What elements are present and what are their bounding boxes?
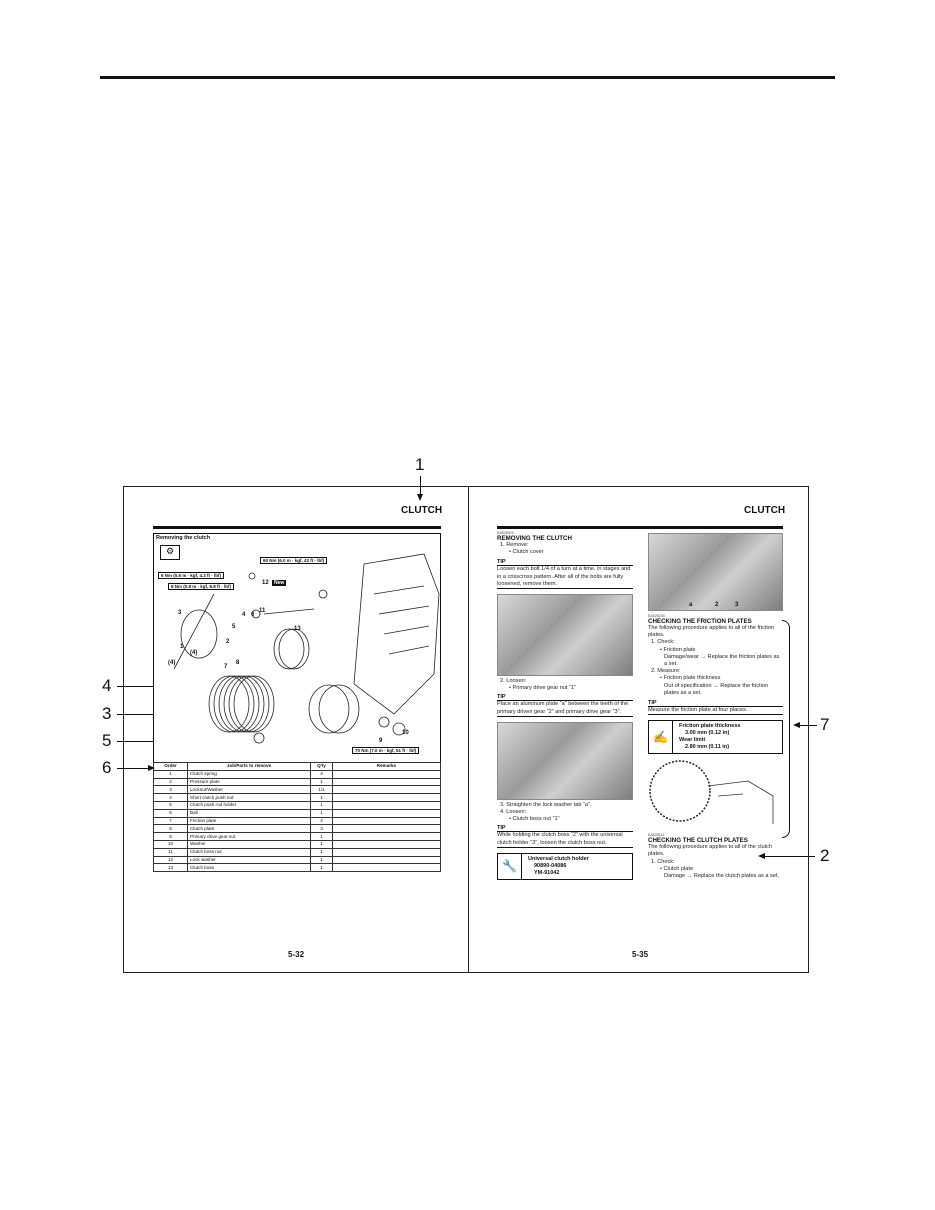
spec-label: Wear limit	[679, 737, 706, 744]
part-label: 9	[379, 738, 383, 744]
clutch-exploded-drawing	[154, 534, 442, 764]
clutch-holder-photo	[648, 533, 783, 611]
left-header-rule	[153, 526, 441, 529]
section-intro: The following procedure applies to all of the friction plates.	[648, 625, 774, 639]
removing-section	[497, 531, 633, 880]
qty-cell: 1	[311, 809, 333, 817]
step-detail: Out of specification → Replace the friction plates as a set.	[664, 682, 769, 696]
job-cell: Pressure plate	[188, 778, 311, 786]
order-cell: 3	[154, 786, 188, 794]
table-row	[154, 794, 441, 802]
tip-text: Measure the friction plate at four places.	[648, 707, 748, 714]
parts-table	[153, 762, 441, 872]
job-cell: Clutch spring	[188, 770, 311, 778]
atv-icon: ⚙	[160, 545, 180, 560]
remarks-cell	[333, 825, 441, 833]
step-item: • Clutch boss nut “1”	[509, 816, 560, 823]
tip-label: TIP	[497, 559, 506, 566]
qty-cell: 1	[311, 794, 333, 802]
left-page-header: CLUTCH	[401, 505, 443, 516]
callout-3: 3	[102, 704, 112, 723]
torque-spec-4: 70 Nm (7.0 m · kgf, 51 ft · lbf)	[352, 747, 419, 754]
step-detail: Damage/wear → Replace the friction plates as a set.	[664, 653, 780, 668]
step: 1. Check:	[651, 639, 675, 646]
tip-label: TIP	[497, 694, 506, 701]
remarks-cell	[333, 848, 441, 856]
part-label: 8	[236, 660, 240, 666]
order-cell: 5	[154, 801, 188, 809]
order-cell: 11	[154, 848, 188, 856]
remarks-cell	[333, 833, 441, 841]
order-cell: 1	[154, 770, 188, 778]
job-cell: Short clutch push rod	[188, 794, 311, 802]
part-label: 7	[224, 664, 228, 670]
job-cell: Friction plate	[188, 817, 311, 825]
order-cell: 2	[154, 778, 188, 786]
qty-cell: 1	[311, 778, 333, 786]
step: 4. Loosen:	[500, 809, 527, 816]
remarks-cell	[333, 864, 441, 872]
table-row	[154, 856, 441, 864]
job-cell: Primary drive gear nut	[188, 833, 311, 841]
special-tool-box	[497, 853, 633, 880]
right-header-rule	[497, 526, 783, 529]
right-page-number: 5-35	[632, 950, 649, 959]
section-title: REMOVING THE CLUTCH	[497, 535, 572, 542]
table-row	[154, 809, 441, 817]
remarks-cell	[333, 770, 441, 778]
order-cell: 7	[154, 817, 188, 825]
job-cell: Clutch boss nut	[188, 848, 311, 856]
tool-part-number: 90890-04086	[534, 862, 567, 869]
table-row	[154, 848, 441, 856]
spec-value: 2.80 mm (0.11 in)	[685, 744, 730, 751]
remarks-cell	[333, 786, 441, 794]
order-cell: 9	[154, 833, 188, 841]
remarks-cell	[333, 840, 441, 848]
qty-cell: 1	[311, 801, 333, 809]
clutch-cover-photo	[497, 594, 633, 676]
remarks-cell	[333, 817, 441, 825]
table-row	[154, 778, 441, 786]
tip-header	[497, 694, 633, 701]
section-code: EAS25070	[497, 531, 514, 535]
part-label: (4)	[168, 660, 176, 666]
torque-spec-1: 6 Nm (0.6 m · kgf, 4.3 ft · lbf)	[158, 572, 224, 579]
callout-6: 6	[102, 758, 112, 777]
tip-end-rule	[497, 716, 633, 717]
tip-text: Loosen each bolt 1/4 of a turn at a time, in stages and in a crisscross pattern. After all of the bolts are fully loosened, remove them.	[497, 566, 631, 587]
qty-cell: 3	[311, 825, 333, 833]
step-item: • Primary drive gear nut “1”	[509, 685, 576, 692]
callout-5: 5	[102, 731, 112, 750]
part-label: 10	[402, 730, 409, 736]
left-page-number: 5-32	[288, 950, 305, 959]
qty-cell: 1/1	[311, 786, 333, 794]
section-intro: The following procedure applies to all of the clutch plates.	[648, 844, 773, 858]
step: 1. Remove:	[500, 542, 529, 548]
part-label: 3	[178, 610, 182, 616]
tip-text: Place an aluminum plate “a” between the teeth of the primary driven gear “2” and primary drive gear “3”.	[497, 701, 629, 715]
photo-label: a	[689, 602, 693, 608]
new-badge: New	[274, 580, 285, 586]
qty-cell: 1	[311, 840, 333, 848]
part-label: 6	[251, 612, 255, 618]
col-order: Order	[154, 763, 188, 771]
col-remarks: Remarks	[333, 763, 441, 771]
tip-end-rule	[648, 714, 783, 715]
step-item: • Clutch plate	[660, 865, 694, 872]
order-cell: 4	[154, 794, 188, 802]
remarks-cell	[333, 778, 441, 786]
col-qty: Q'ty	[311, 763, 333, 771]
tip-text: While holding the clutch boss “2” with the universal clutch holder “3”, loosen the clutch boss nut.	[497, 832, 623, 846]
section-title: CHECKING THE CLUTCH PLATES	[648, 837, 748, 845]
step: 1. Check:	[651, 858, 675, 865]
section-title: CHECKING THE FRICTION PLATES	[648, 618, 752, 625]
table-row	[154, 801, 441, 809]
table-row	[154, 833, 441, 841]
table-row	[154, 786, 441, 794]
remarks-cell	[333, 856, 441, 864]
job-cell: Locknut/Washer	[188, 786, 311, 794]
clutch-boss-photo	[497, 722, 633, 800]
tip-header	[648, 700, 783, 707]
torque-spec-2: 8 Nm (0.8 m · kgf, 5.8 ft · lbf)	[168, 583, 234, 590]
part-label: 13	[294, 626, 301, 632]
step-item: • Friction plate thickness	[660, 675, 721, 682]
step: 2. Measure:	[651, 668, 681, 675]
table-row	[154, 770, 441, 778]
order-cell: 12	[154, 856, 188, 864]
qty-cell: 1	[311, 856, 333, 864]
page-divider	[468, 486, 469, 973]
step-item: • Friction plate	[660, 646, 696, 653]
remarks-cell	[333, 794, 441, 802]
diagram-title: Removing the clutch	[156, 535, 211, 541]
col-job: Job/Parts to remove	[188, 763, 311, 771]
step: 3. Straighten the lock washer tab “a”.	[500, 801, 592, 808]
job-cell: Clutch boss	[188, 864, 311, 872]
measure-icon: ✍	[649, 721, 673, 753]
part-label: 2	[226, 639, 230, 645]
qty-cell: 1	[311, 833, 333, 841]
job-cell: Ball	[188, 809, 311, 817]
caliper-illustration	[648, 756, 778, 826]
tip-label: TIP	[497, 825, 506, 832]
qty-cell: 4	[311, 770, 333, 778]
tool-icon: 🔧	[498, 854, 522, 879]
section-code: EAS25111	[648, 833, 665, 838]
job-cell: Lock washer	[188, 856, 311, 864]
tip-end-rule	[497, 588, 633, 589]
order-cell: 10	[154, 840, 188, 848]
section-code: EAS25100	[648, 614, 665, 618]
qty-cell: 4	[311, 817, 333, 825]
order-cell: 8	[154, 825, 188, 833]
order-cell: 6	[154, 809, 188, 817]
tool-part-number: YM-91042	[534, 869, 560, 876]
part-label: 11	[259, 608, 266, 614]
tip-end-rule	[497, 847, 633, 848]
remarks-cell	[333, 809, 441, 817]
step-detail: Damage → Replace the clutch plates as a set.	[664, 873, 780, 880]
job-cell: Clutch plate	[188, 825, 311, 833]
table-row	[154, 864, 441, 872]
callout-2: 2	[820, 846, 830, 865]
right-page-header: CLUTCH	[744, 505, 786, 516]
part-label: 1	[180, 644, 184, 650]
right-column	[648, 533, 783, 880]
step-item: • Clutch cover	[509, 549, 544, 556]
spec-box	[648, 720, 783, 754]
part-label: 12	[262, 580, 269, 586]
table-row	[154, 840, 441, 848]
torque-spec-3: 60 Nm (6.0 m · kgf, 43 ft · lbf)	[260, 557, 327, 564]
photo-label: 2	[715, 602, 719, 608]
job-cell: Washer	[188, 840, 311, 848]
part-label: 5	[232, 624, 236, 630]
qty-cell: 1	[311, 848, 333, 856]
tip-header	[497, 825, 633, 832]
table-row	[154, 825, 441, 833]
spec-label: Friction plate thickness	[679, 723, 741, 730]
tip-header	[497, 559, 633, 566]
job-cell: Clutch push rod holder	[188, 801, 311, 809]
step: 2. Loosen:	[500, 678, 527, 685]
top-rule	[100, 76, 835, 79]
photo-label: 3	[735, 602, 739, 608]
spec-value: 3.00 mm (0.12 in)	[685, 730, 730, 737]
callout-1: 1	[415, 455, 425, 474]
part-label: 4	[242, 612, 246, 618]
qty-cell: 1	[311, 864, 333, 872]
exploded-diagram	[153, 533, 441, 763]
callout-7: 7	[820, 715, 830, 734]
callout-4: 4	[102, 676, 112, 695]
table-row	[154, 817, 441, 825]
part-label: (4)	[190, 650, 198, 656]
tip-label: TIP	[648, 700, 657, 707]
tool-name: Universal clutch holder	[528, 855, 589, 862]
remarks-cell	[333, 801, 441, 809]
order-cell: 13	[154, 864, 188, 872]
